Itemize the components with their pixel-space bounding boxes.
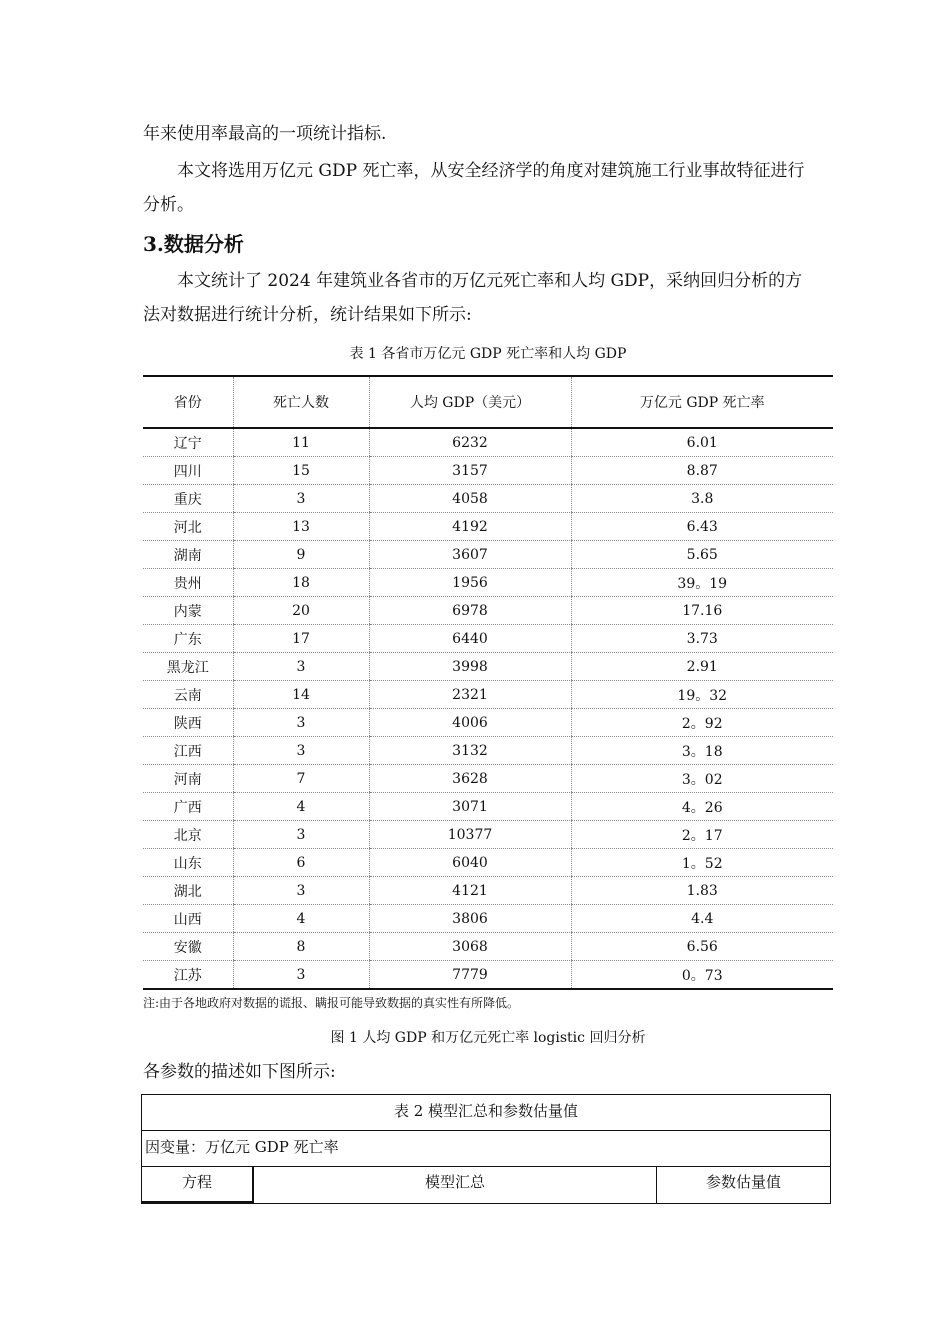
table-row	[143, 681, 833, 709]
cell-province: 广西	[143, 793, 233, 821]
cell-rate: 6.01	[571, 428, 833, 457]
paragraph-params: 各参数的描述如下图所示:	[143, 1062, 336, 1082]
cell-gdp: 7779	[369, 961, 571, 990]
cell-gdp: 10377	[369, 821, 571, 849]
cell-rate: 3。02	[571, 765, 833, 793]
cell-gdp: 6978	[369, 597, 571, 625]
cell-rate: 4.4	[571, 905, 833, 933]
table-row	[143, 513, 833, 541]
cell-province: 广东	[143, 625, 233, 653]
cell-province: 辽宁	[143, 428, 233, 457]
cell-rate: 2。17	[571, 821, 833, 849]
cell-rate: 1.83	[571, 877, 833, 905]
cell-gdp: 3132	[369, 737, 571, 765]
paragraph-method: 本文将选用万亿元 GDP 死亡率，从安全经济学的角度对建筑施工行业事故特征进行分析。	[143, 161, 805, 215]
table-row	[143, 428, 833, 457]
cell-province: 云南	[143, 681, 233, 709]
table-row	[143, 541, 833, 569]
cell-rate: 8.87	[571, 457, 833, 485]
cell-province: 河北	[143, 513, 233, 541]
cell-province: 重庆	[143, 485, 233, 513]
cell-gdp: 6440	[369, 625, 571, 653]
table-row	[143, 457, 833, 485]
table-row	[143, 737, 833, 765]
header-gdp-per-capita: 人均 GDP（美元）	[369, 376, 571, 428]
cell-deaths: 17	[233, 625, 369, 653]
cell-deaths: 4	[233, 905, 369, 933]
cell-gdp: 3157	[369, 457, 571, 485]
cell-gdp: 6232	[369, 428, 571, 457]
cell-deaths: 3	[233, 737, 369, 765]
table-row	[143, 653, 833, 681]
cell-rate: 19。32	[571, 681, 833, 709]
cell-deaths: 20	[233, 597, 369, 625]
table-row	[143, 709, 833, 737]
cell-province: 湖北	[143, 877, 233, 905]
cell-rate: 2。92	[571, 709, 833, 737]
cell-province: 四川	[143, 457, 233, 485]
table-row	[143, 933, 833, 961]
cell-deaths: 3	[233, 709, 369, 737]
header-model-summary: 模型汇总	[254, 1167, 657, 1203]
cell-gdp: 4192	[369, 513, 571, 541]
model-summary-table	[141, 1094, 831, 1204]
table1-caption: 表 1 各省市万亿元 GDP 死亡率和人均 GDP	[349, 346, 627, 362]
cell-province: 内蒙	[143, 597, 233, 625]
cell-rate: 2.91	[571, 653, 833, 681]
header-death-rate: 万亿元 GDP 死亡率	[571, 376, 833, 428]
table-header-row	[143, 376, 833, 428]
cell-deaths: 11	[233, 428, 369, 457]
header-deaths: 死亡人数	[233, 376, 369, 428]
table-row	[143, 821, 833, 849]
cell-deaths: 13	[233, 513, 369, 541]
figure1-caption: 图 1 人均 GDP 和万亿元死亡率 logistic 回归分析	[330, 1030, 646, 1046]
table-row	[143, 877, 833, 905]
cell-province: 安徽	[143, 933, 233, 961]
cell-gdp: 1956	[369, 569, 571, 597]
cell-gdp: 3071	[369, 793, 571, 821]
table-row	[143, 485, 833, 513]
cell-rate: 6.56	[571, 933, 833, 961]
province-table	[143, 375, 833, 990]
cell-rate: 3.8	[571, 485, 833, 513]
cell-rate: 1。52	[571, 849, 833, 877]
cell-rate: 3.73	[571, 625, 833, 653]
table1-note: 注:由于各地政府对数据的谎报、瞒报可能导致数据的真实性有所降低。	[143, 996, 520, 1010]
cell-province: 河南	[143, 765, 233, 793]
cell-deaths: 7	[233, 765, 369, 793]
cell-rate: 6.43	[571, 513, 833, 541]
header-province: 省份	[143, 376, 233, 428]
table2-header-row	[142, 1167, 830, 1203]
table-row	[143, 597, 833, 625]
cell-province: 贵州	[143, 569, 233, 597]
cell-province: 湖南	[143, 541, 233, 569]
cell-rate: 3。18	[571, 737, 833, 765]
cell-gdp: 3998	[369, 653, 571, 681]
cell-province: 江西	[143, 737, 233, 765]
cell-deaths: 4	[233, 793, 369, 821]
dependent-variable: 因变量：万亿元 GDP 死亡率	[142, 1131, 830, 1167]
cell-rate: 0。73	[571, 961, 833, 990]
paragraph-intro-end: 年来使用率最高的一项统计指标.	[143, 124, 387, 144]
cell-deaths: 14	[233, 681, 369, 709]
cell-deaths: 3	[233, 653, 369, 681]
cell-province: 江苏	[143, 961, 233, 990]
table2-title: 表 2 模型汇总和参数估量值	[142, 1095, 830, 1131]
cell-rate: 4。26	[571, 793, 833, 821]
table-row	[143, 961, 833, 990]
cell-rate: 17.16	[571, 597, 833, 625]
table-row	[143, 793, 833, 821]
cell-deaths: 8	[233, 933, 369, 961]
table-row	[143, 849, 833, 877]
table-row	[143, 625, 833, 653]
table-row	[143, 765, 833, 793]
cell-gdp: 3628	[369, 765, 571, 793]
cell-gdp: 4006	[369, 709, 571, 737]
header-equation: 方程	[142, 1167, 254, 1203]
cell-deaths: 9	[233, 541, 369, 569]
cell-gdp: 4058	[369, 485, 571, 513]
cell-deaths: 18	[233, 569, 369, 597]
cell-province: 陕西	[143, 709, 233, 737]
cell-province: 山西	[143, 905, 233, 933]
cell-gdp: 3806	[369, 905, 571, 933]
cell-gdp: 4121	[369, 877, 571, 905]
cell-gdp: 3068	[369, 933, 571, 961]
header-parameter-estimates: 参数估量值	[705, 1173, 781, 1191]
cell-gdp: 3607	[369, 541, 571, 569]
cell-province: 山东	[143, 849, 233, 877]
cell-deaths: 3	[233, 821, 369, 849]
table-row	[143, 905, 833, 933]
cell-deaths: 3	[233, 877, 369, 905]
paragraph-data: 本文统计了 2024 年建筑业各省市的万亿元死亡率和人均 GDP，采纳回归分析的方法对数据进行统计分析，统计结果如下所示:	[143, 271, 803, 325]
table-row	[143, 569, 833, 597]
cell-deaths: 3	[233, 485, 369, 513]
cell-deaths: 3	[233, 961, 369, 990]
cell-province: 北京	[143, 821, 233, 849]
cell-province: 黑龙江	[143, 653, 233, 681]
cell-rate: 5.65	[571, 541, 833, 569]
cell-rate: 39。19	[571, 569, 833, 597]
cell-gdp: 6040	[369, 849, 571, 877]
cell-deaths: 15	[233, 457, 369, 485]
section-heading: 3.数据分析	[143, 232, 244, 256]
cell-gdp: 2321	[369, 681, 571, 709]
cell-deaths: 6	[233, 849, 369, 877]
